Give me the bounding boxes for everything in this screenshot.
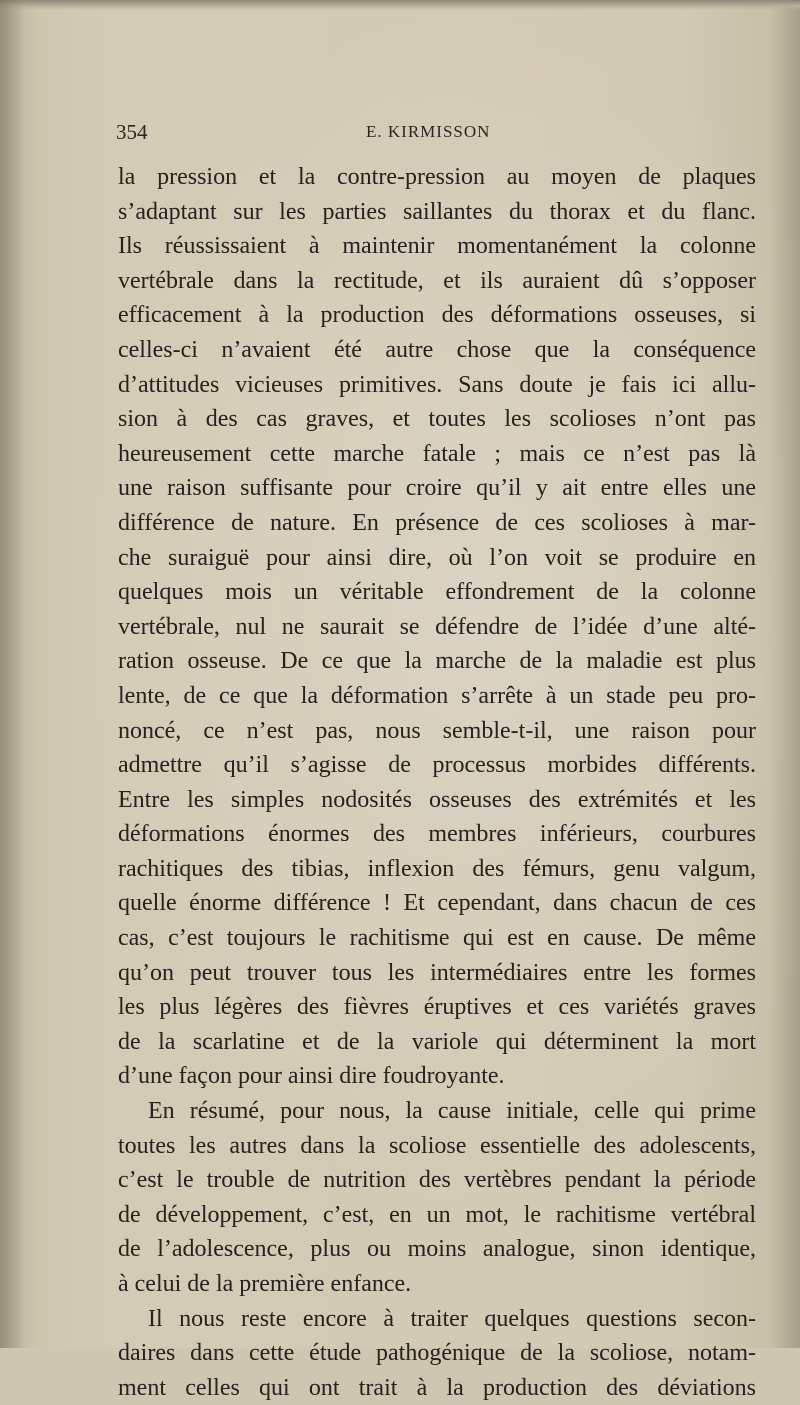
body-text — [118, 160, 756, 1405]
text-line: admettre qu’il s’agisse de processus morbides différents. — [118, 752, 756, 779]
text-line: heureusement cette marche fatale ; mais ce n’est pas là — [118, 440, 756, 467]
text-line: noncé, ce n’est pas, nous semble-t-il, une raison pour — [118, 717, 756, 744]
text-line: celles-ci n’avaient été autre chose que la conséquence — [118, 336, 756, 363]
text-line: la pression et la contre-pression au moyen de plaques — [118, 164, 756, 190]
text-line: vertébrale, nul ne saurait se défendre de l’idée d’une alté- — [118, 613, 756, 640]
running-title: E. KIRMISSON — [366, 122, 491, 141]
paragraph-start-line: En résumé, pour nous, la cause initiale, celle qui prime — [148, 1098, 756, 1125]
text-line: s’adaptant sur les parties saillantes du thorax et du flanc. — [118, 198, 756, 225]
text-line: lente, de ce que la déformation s’arrête à un stade peu pro- — [118, 682, 756, 709]
text-line: qu’on peut trouver tous les intermédiaires entre les formes — [118, 959, 756, 986]
text-line: d’attitudes vicieuses primitives. Sans doute je fais ici allu- — [118, 371, 756, 398]
paragraph-end-line: à celui de la première enfance. — [118, 1271, 412, 1297]
running-head — [116, 118, 756, 146]
page-number: 354 — [116, 120, 148, 144]
text-line: efficacement à la production des déformations osseuses, si — [118, 302, 756, 329]
text-line: de l’adolescence, plus ou moins analogue, sinon identique, — [118, 1236, 756, 1263]
text-line: les plus légères des fièvres éruptives et ces variétés graves — [118, 994, 756, 1021]
page-gutter-shadow — [0, 0, 26, 1348]
text-line: déformations énormes des membres inférieurs, courbures — [118, 821, 756, 848]
text-line: ration osseuse. De ce que la marche de la maladie est plus — [118, 648, 756, 675]
text-line: vertébrale dans la rectitude, et ils auraient dû s’opposer — [118, 267, 756, 294]
text-line: quelques mois un véritable effondrement de la colonne — [118, 579, 756, 606]
text-line: sion à des cas graves, et toutes les scolioses n’ont pas — [118, 406, 756, 433]
text-line: che suraiguë pour ainsi dire, où l’on voit se produire en — [118, 544, 756, 571]
paragraph-end-line: d’une façon pour ainsi dire foudroyante. — [118, 1063, 505, 1090]
text-line: de développement, c’est, en un mot, le rachitisme vertébral — [118, 1201, 756, 1228]
text-line: Entre les simples nodosités osseuses des extrémités et les — [118, 786, 756, 813]
paragraph-start-line: Il nous reste encore à traiter quelques questions secon- — [148, 1305, 756, 1332]
text-line: différence de nature. En présence de ces scolioses à mar- — [118, 509, 756, 536]
text-line: de la scarlatine et de la variole qui déterminent la mort — [118, 1028, 756, 1055]
text-line: cas, c’est toujours le rachitisme qui est en cause. De même — [118, 925, 756, 952]
text-line: quelle énorme différence ! Et cependant, dans chacun de ces — [118, 890, 756, 917]
text-line: c’est le trouble de nutrition des vertèbres pendant la période — [118, 1167, 756, 1194]
text-line: Ils réussissaient à maintenir momentanément la colonne — [118, 233, 756, 260]
text-line: rachitiques des tibias, inflexion des fémurs, genu valgum, — [118, 855, 756, 882]
page-top-edge — [0, 0, 800, 10]
text-line: ment celles qui ont trait à la production des déviations — [118, 1374, 756, 1401]
text-line: toutes les autres dans la scoliose essentielle des adolescents, — [118, 1132, 756, 1159]
text-line: une raison suffisante pour croire qu’il y ait entre elles une — [118, 475, 756, 502]
text-line: daires dans cette étude pathogénique de la scoliose, notam- — [118, 1340, 756, 1367]
